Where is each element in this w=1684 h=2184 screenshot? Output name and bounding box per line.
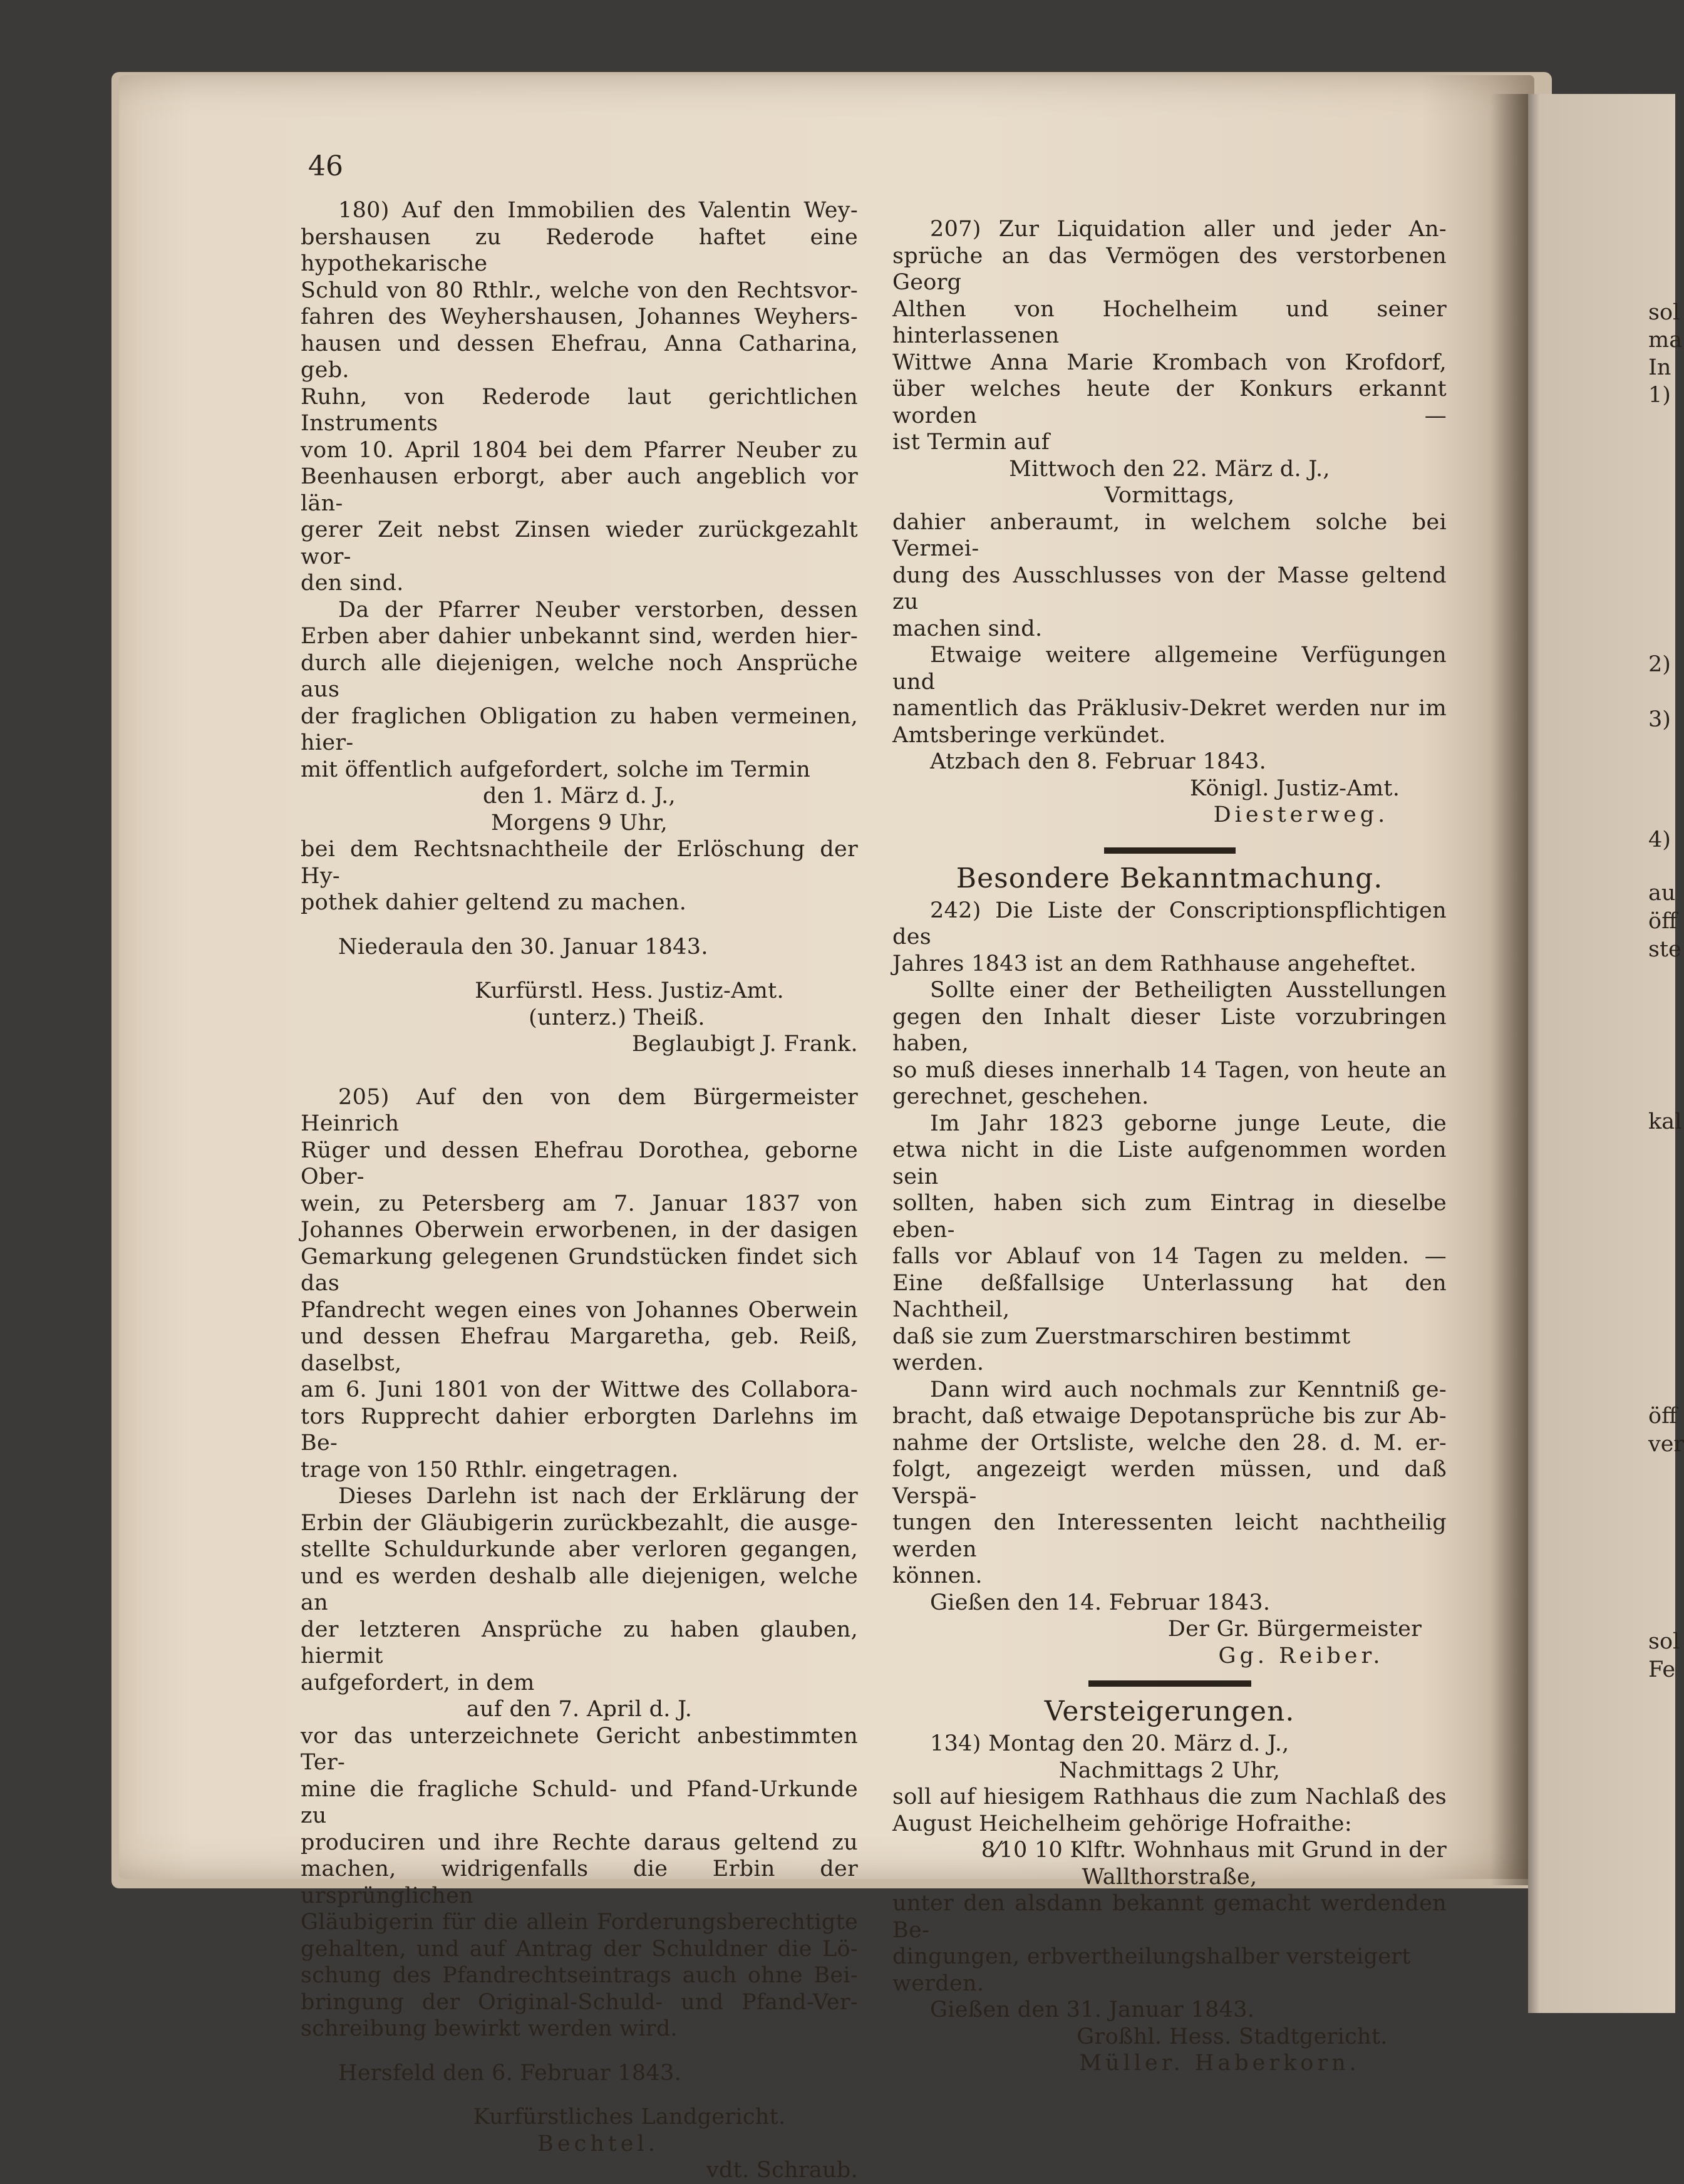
page-number: 46 [308,150,343,182]
notice-205 [301,1084,858,2184]
notice-180 [301,197,858,1058]
facing-page-fragment: öff [1648,909,1677,934]
text-line: Dieses Darlehn ist nach der Erklärung der [338,1484,858,1509]
signature: Gg. Reiber. [1218,1643,1384,1669]
text-line: Erben aber dahier unbekannt sind, werden hier- [301,624,858,649]
signature: Der Gr. Bürgermeister [1167,1617,1422,1642]
facing-page-fragment: öff [1648,1404,1677,1429]
text-line: Da der Pfarrer Neuber verstorben, dessen [338,597,858,623]
facing-page-fragment: sol [1648,300,1680,325]
text-line: Rüger und dessen Ehefrau Dorothea, geborne Ober- [301,1137,858,1189]
left-column [301,197,858,2184]
facing-page-fragment: In [1648,355,1671,380]
facing-page-fragment: ma [1648,328,1683,353]
text-line: bracht, daß etwaige Depotansprüche bis zur Ab- [892,1404,1447,1429]
text-line: soll auf hiesigem Rathhaus die zum Nachlaß des [892,1784,1447,1809]
facing-page-fragment: ver [1648,1432,1684,1457]
text-line: Eine deßfallsige Unterlassung hat den Nachtheil, [892,1270,1447,1322]
text-line: wein, zu Petersberg am 7. Januar 1837 von [301,1191,858,1216]
text-line: namentlich das Präklusiv-Dekret werden nur im [892,696,1447,721]
text-line: 8⁄10 10 Klftr. Wohnhaus mit Grund in der [981,1838,1447,1863]
text-line: 205) Auf den von dem Bürgermeister Heinrich [301,1084,858,1136]
facing-page-fragment: sol [1648,1629,1680,1654]
notice-207 [892,216,1447,829]
text-line: Johannes Oberwein erworbenen, in der dasigen [301,1218,858,1243]
text-line: Wallthorstraße, [1082,1864,1258,1890]
text-line: stellte Schuldurkunde aber verloren gegangen, [301,1537,858,1562]
text-line: 242) Die Liste der Conscriptionspflichtigen des [892,898,1447,950]
facing-page-fragment: ste [1648,937,1681,962]
text-line: Althen von Hochelheim und seiner hinterlassenen [892,296,1447,348]
text-line: können. [892,1563,983,1588]
text-line: und es werden deshalb alle diejenigen, welche an [301,1563,858,1615]
text-line: schung des Pfandrechtseintrags auch ohne Bei- [301,1963,858,1988]
text-line: über welches heute der Konkurs erkannt worden — [892,376,1447,428]
text-line: ist Termin auf [892,430,1050,455]
signature: Beglaubigt J. Frank. [632,1032,858,1057]
signature: Kurfürstliches Landgericht. [473,2104,786,2130]
text-line: trage von 150 Rthlr. eingetragen. [301,1457,679,1483]
text-line: Etwaige weitere allgemeine Verfügungen und [892,643,1447,695]
text-line: Sollte einer der Betheiligten Ausstellungen [930,978,1447,1003]
text-line: etwa nicht in die Liste aufgenommen worden sein [892,1137,1447,1189]
text-line: unter den alsdann bekannt gemacht werdenden Be- [892,1891,1447,1943]
text-line: Im Jahr 1823 geborne junge Leute, die [930,1110,1447,1136]
text-line: 180) Auf den Immobilien des Valentin Wey- [338,198,858,223]
facing-page-fragment: 3) [1648,707,1671,732]
place-date: Atzbach den 8. Februar 1843. [930,749,1267,774]
place-date: Gießen den 14. Februar 1843. [930,1590,1271,1615]
place-date: Gießen den 31. Januar 1843. [930,1997,1255,2022]
text-line: und dessen Ehefrau Margaretha, geb. Reiß, daselbst, [301,1324,858,1376]
text-line: Jahres 1843 ist an dem Rathhause angeheftet. [892,951,1417,976]
term-date: auf den 7. April d. J. [466,1697,693,1722]
text-line: Schuld von 80 Rthlr., welche von den Rechtsvor- [301,277,858,303]
term-date: den 1. März d. J., [483,784,676,809]
text-line: der letzteren Ansprüche zu haben glauben, hiermit [301,1617,858,1669]
text-line: dahier anberaumt, in welchem solche bei Vermei- [892,509,1447,561]
text-line: 134) Montag den 20. März d. J., [930,1731,1289,1756]
text-line: vom 10. April 1804 bei dem Pfarrer Neuber zu [301,437,858,463]
facing-page-fragment: kal [1648,1109,1682,1134]
text-line: nahme der Ortsliste, welche den 28. d. M. er- [892,1430,1447,1456]
text-line: den sind. [301,571,404,596]
facing-page-fragment: 1) [1648,383,1671,408]
text-line: vor das unterzeichnete Gericht anbestimmten Ter- [301,1723,858,1775]
text-line: dingungen, erbvertheilungshalber versteigert werden. [892,1944,1411,1996]
text-line: August Heichelheim gehörige Hofraithe: [892,1811,1352,1836]
text-line: am 6. Juni 1801 von der Wittwe des Collabora- [301,1377,858,1402]
text-line: tors Rupprecht dahier erborgten Darlehns im Be- [301,1404,858,1456]
text-line: Pfandrecht wegen eines von Johannes Oberwein [301,1297,858,1323]
term-time: Morgens 9 Uhr, [490,810,668,836]
text-line: machen sind. [892,616,1043,641]
signature: Kurfürstl. Hess. Justiz-Amt. [475,978,784,1003]
text-line: mit öffentlich aufgefordert, solche im Termin [301,757,811,782]
section-divider [1104,847,1236,854]
text-line: Beenhausen erborgt, aber auch angeblich vor län- [301,464,858,516]
text-line: Erbin der Gläubigerin zurückbezahlt, die ausge- [301,1510,858,1536]
text-line: Amtsberinge verkündet. [892,722,1166,748]
text-line: machen, widrigenfalls die Erbin der ursprünglichen [301,1856,858,1908]
place-date: Niederaula den 30. Januar 1843. [338,934,708,960]
middle-column [892,216,1447,2077]
facing-page-fragment: 4) [1648,827,1671,852]
text-line: durch alle diejenigen, welche noch Ansprüche aus [301,650,858,702]
facing-page-fragment: au [1648,881,1676,906]
section-heading: Versteigerungen. [1044,1695,1295,1727]
text-line: gerer Zeit nebst Zinsen wieder zurückgezahlt wor- [301,517,858,569]
text-line: tungen den Interessenten leicht nachtheilig werden [892,1510,1447,1562]
text-line: gehalten, und auf Antrag der Schuldner die Lö- [301,1936,858,1962]
section-divider [1088,1680,1251,1687]
term-date: Mittwoch den 22. März d. J., [1009,456,1330,482]
facing-page-fragment: 2) [1648,652,1671,677]
text-line: Gläubigerin für die allein Forderungsberechtigte [301,1910,858,1935]
place-date: Hersfeld den 6. Februar 1843. [338,2060,682,2086]
text-line: sollten, haben sich zum Eintrag in dieselbe eben- [892,1191,1447,1243]
text-line: schreibung bewirkt werden wird. [301,2016,678,2041]
text-line: 207) Zur Liquidation aller und jeder An- [930,217,1447,242]
text-line: folgt, angezeigt werden müssen, und daß Verspä- [892,1457,1447,1509]
section-heading: Besondere Bekanntmachung. [956,862,1383,894]
text-line: gerechnet, geschehen. [892,1084,1149,1109]
text-line: Dann wird auch nochmals zur Kenntniß ge- [930,1377,1447,1402]
signature: Königl. Justiz-Amt. [1189,775,1400,801]
text-line: produciren und ihre Rechte daraus geltend zu [301,1829,858,1855]
signature: (unterz.) Theiß. [529,1005,705,1030]
signature: vdt. Schraub. [706,2158,858,2183]
text-line: bringung der Original-Schuld- und Pfand-Ver- [301,1989,858,2015]
signature: Großhl. Hess. Stadtgericht. [1077,2024,1388,2049]
text-line: mine die fragliche Schuld- und Pfand-Urkunde zu [301,1776,858,1828]
signature: Bechtel. [537,2131,659,2156]
text-line: so muß dieses innerhalb 14 Tagen, von heute an [892,1057,1447,1083]
text-line: bershausen zu Rederode haftet eine hypothekarische [301,224,858,276]
signature: Müller. Haberkorn. [1079,2051,1360,2076]
term-time: Vormittags, [1104,483,1235,508]
text-line: Ruhn, von Rederode laut gerichtlichen Instruments [301,384,858,436]
text-line: Gemarkung gelegenen Grundstücken findet sich das [301,1244,858,1296]
text-line: falls vor Ablauf von 14 Tagen zu melden. — [892,1244,1447,1269]
text-line: gegen den Inhalt dieser Liste vorzubringen haben, [892,1004,1447,1056]
text-line: fahren des Weyhershausen, Johannes Weyhers- [301,304,858,329]
text-line: sprüche an das Vermögen des verstorbenen Georg [892,243,1447,295]
text-line: daß sie zum Zuerstmarschiren bestimmt werden. [892,1323,1351,1375]
facing-page-fragment: Fe [1648,1657,1676,1682]
signature: Diesterweg. [1213,802,1389,827]
text-line: pothek dahier geltend zu machen. [301,890,687,915]
text-line: hausen und dessen Ehefrau, Anna Catharina, geb. [301,331,858,383]
text-line: aufgefordert, in dem [301,1670,535,1695]
text-line: Wittwe Anna Marie Krombach von Krofdorf, [892,349,1447,375]
notice-134 [892,1731,1447,2077]
text-line: dung des Ausschlusses von der Masse geltend zu [892,562,1447,614]
text-line: bei dem Rechtsnachtheile der Erlöschung der Hy- [301,837,858,889]
term-time: Nachmittags 2 Uhr, [1058,1757,1281,1783]
notice-242 [892,898,1447,1670]
text-line: der fraglichen Obligation zu haben vermeinen, hier- [301,703,858,755]
